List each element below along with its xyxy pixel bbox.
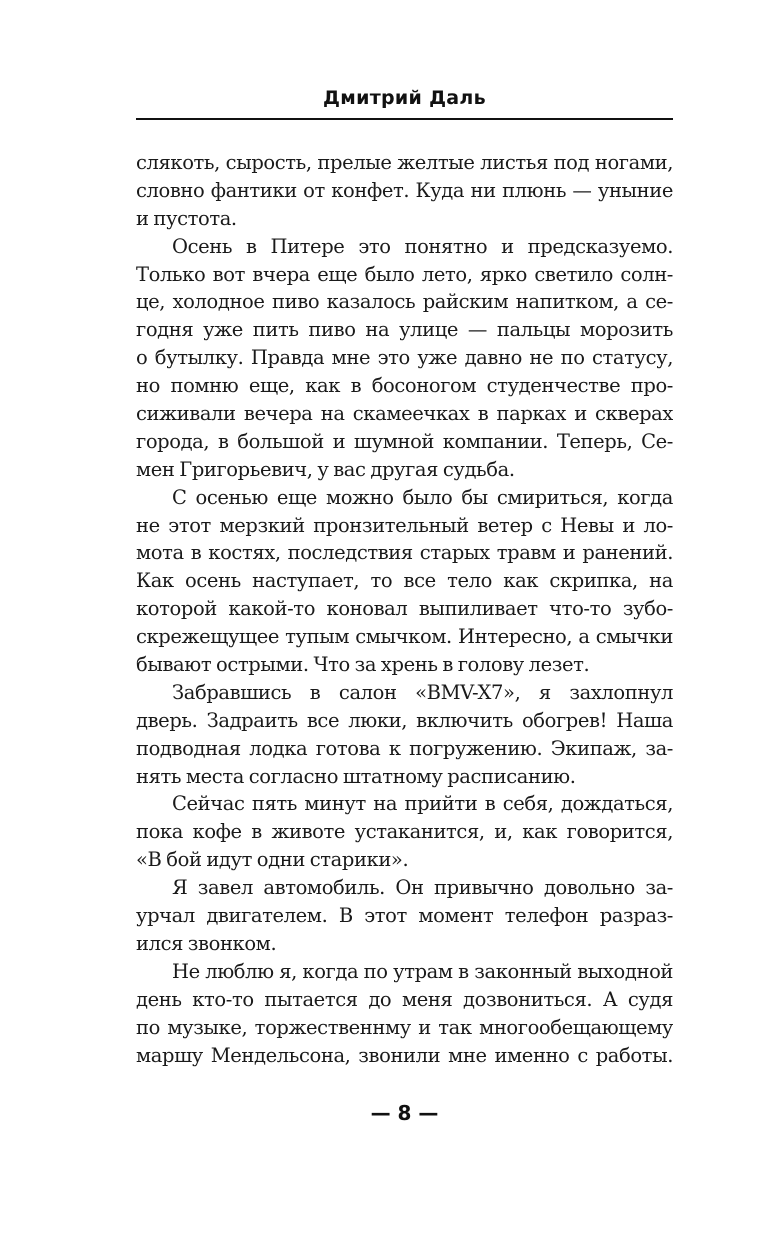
text-line: урчал двигателем. В этот момент телефон разраз- [136, 904, 673, 928]
text-line: це, холодное пиво казалось райским напитком, а се- [136, 290, 673, 314]
text-line: которой какой-то коновал выпиливает что-то зубо- [136, 597, 673, 621]
text-line: годня уже пить пиво на улице — пальцы морозить [136, 318, 673, 342]
text-line: сиживали вечера на скамеечках в парках и скверах [136, 402, 673, 426]
text-line: словно фантики от конфет. Куда ни плюнь — уныние [136, 178, 673, 202]
running-head-author: Дмитрий Даль [323, 87, 486, 109]
text-line: не этот мерзкий пронзительный ветер с Невы и ло- [136, 513, 673, 537]
paragraph-first-line: Забравшись в салон «BMV-X7», я захлопнул [172, 680, 673, 704]
text-line: нять места согласно штатному расписанию. [136, 764, 576, 788]
paragraph-first-line: Сейчас пять минут на прийти в себя, дождаться, [172, 792, 673, 816]
text-line: «В бой идут одни старики». [136, 848, 409, 872]
paragraph-first-line: Я завел автомобиль. Он привычно довольно за- [172, 876, 673, 900]
paragraph-first-line: Не люблю я, когда по утрам в законный выходной [172, 959, 673, 983]
text-line: и пустота. [136, 206, 237, 230]
page-body-text [136, 149, 673, 1069]
text-line: скрежещущее тупым смычком. Интересно, а смычки [136, 625, 673, 649]
page-number: — 8 — [370, 1101, 439, 1125]
text-line: о бутылку. Правда мне это уже давно не по статусу, [136, 346, 673, 370]
header-rule [136, 118, 673, 120]
text-line: мен Григорьевич, у вас другая судьба. [136, 457, 515, 481]
text-line: подводная лодка готова к погружению. Экипаж, за- [136, 736, 673, 760]
text-line: Как осень наступает, то все тело как скрипка, на [136, 569, 673, 593]
text-line: Только вот вчера еще было лето, ярко светило солн- [136, 262, 673, 286]
text-line: бывают острыми. Что за хрень в голову лезет. [136, 653, 590, 677]
text-line: маршу Мендельсона, звонили мне именно с работы. [136, 1043, 673, 1067]
text-line: ился звонком. [136, 931, 277, 955]
text-line: но помню еще, как в босоногом студенчестве про- [136, 374, 673, 398]
text-line: по музыке, торжественнму и так многообещающему [136, 1015, 673, 1039]
paragraph-first-line: С осенью еще можно было бы смириться, когда [172, 485, 673, 509]
text-line: мота в костях, последствия старых травм и ранений. [136, 541, 673, 565]
text-line: пока кофе в животе устаканится, и, как говорится, [136, 820, 673, 844]
text-line: день кто-то пытается до меня дозвониться. А судя [136, 987, 673, 1011]
text-line: города, в большой и шумной компании. Теперь, Се- [136, 429, 673, 453]
text-line: дверь. Задраить все люки, включить обогрев! Наша [136, 708, 673, 732]
text-line: слякоть, сырость, прелые желтые листья под ногами, [136, 151, 673, 174]
paragraph-first-line: Осень в Питере это понятно и предсказуемо. [172, 234, 673, 258]
